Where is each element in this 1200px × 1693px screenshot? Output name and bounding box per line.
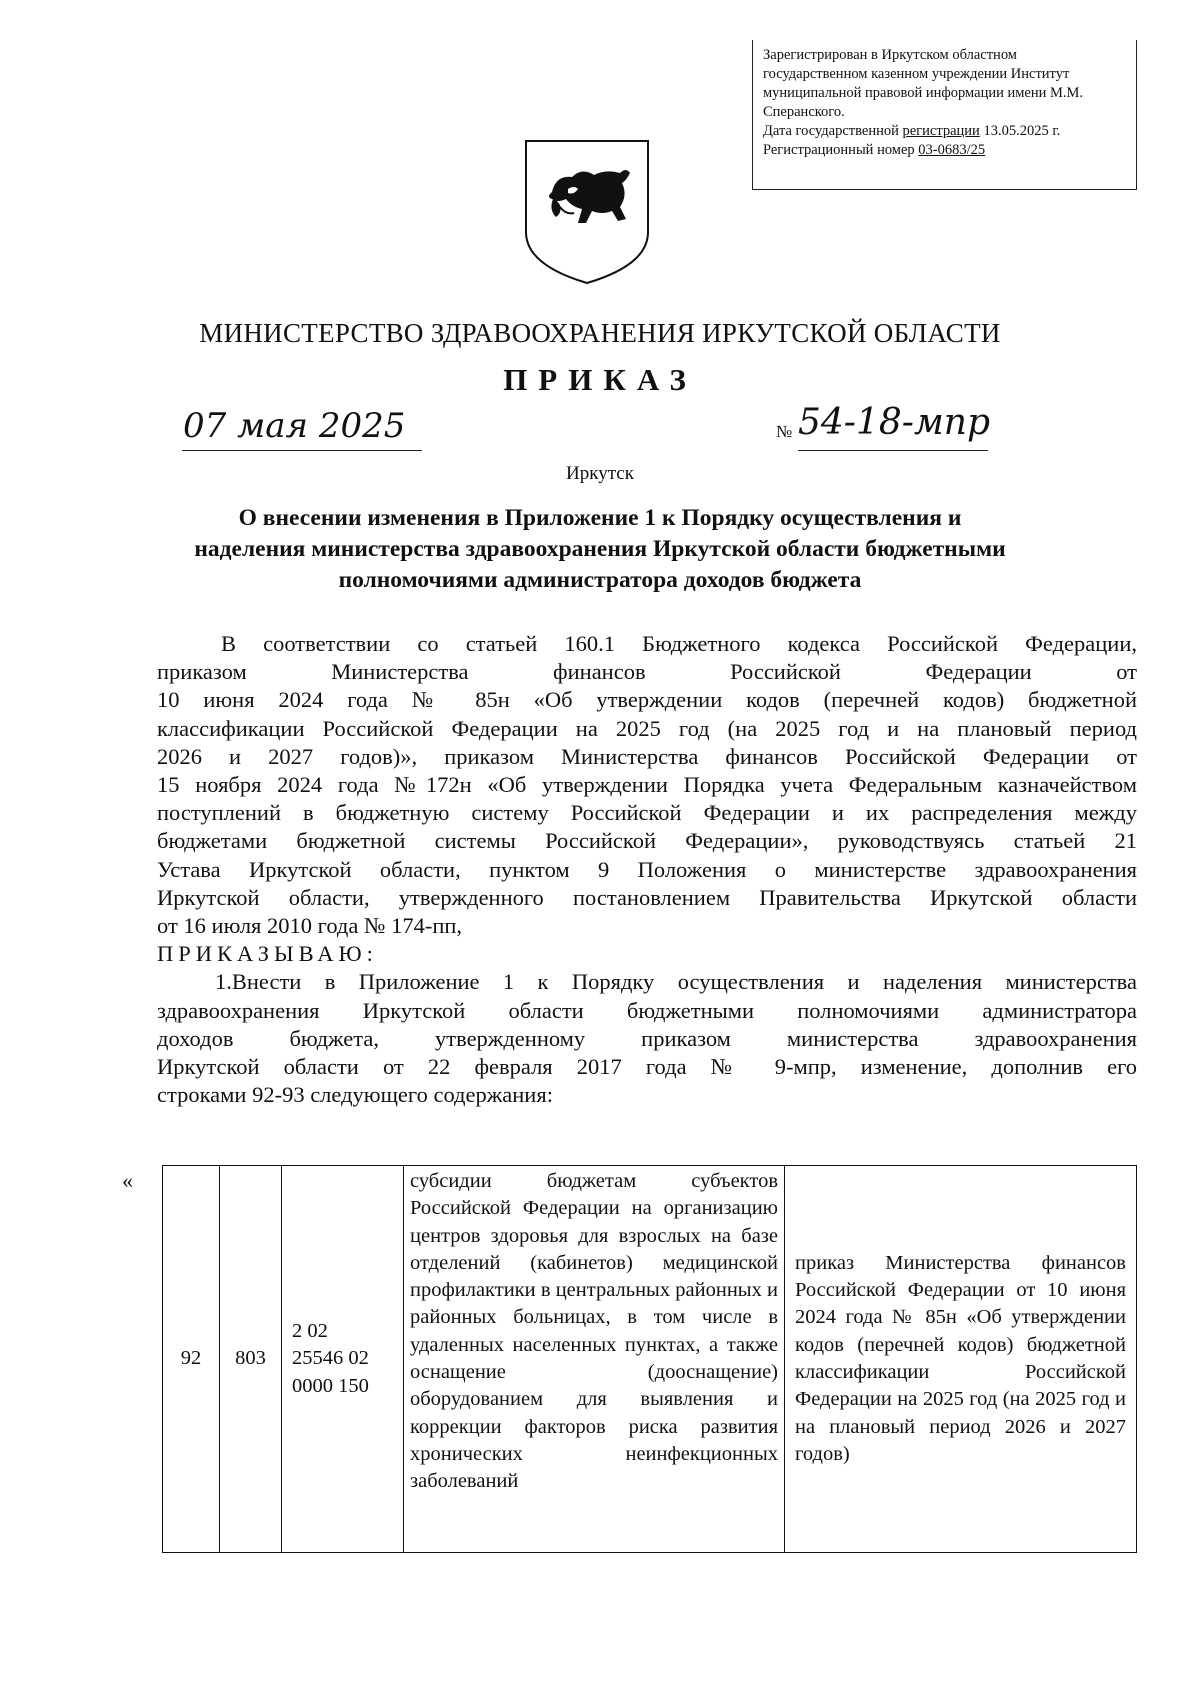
- preamble-line: приказом Министерства финансов Российской Федерации от: [157, 659, 1137, 685]
- opening-quote: «: [122, 1168, 133, 1193]
- handwritten-date: 07 мая 2025: [183, 406, 406, 446]
- item1-line: строками 92-93 следующего содержания:: [157, 1082, 553, 1108]
- kbk-line: 0000 150: [292, 1374, 369, 1397]
- stamp-date-value: 13.05.2025 г.: [983, 123, 1061, 139]
- income-name-cell: субсидии бюджетам субъектов Российской Федерации на организацию центров здоровья для взрослых на базе отделений (кабинетов) медицинской профилактики в центральных районных и районных больницах, в том числе в удаленных населенных пунктах, а также оснащение (дооснащение) оборудованием для выявления и коррекции факторов риска развития хронических неинфекционных заболеваний: [404, 1166, 785, 1553]
- irkutsk-coat-of-arms-icon: [522, 137, 652, 287]
- stamp-number-value: 03-0683/25: [918, 142, 986, 158]
- stamp-date-label-underlined: регистрации: [902, 123, 980, 139]
- preamble-line: от 16 июля 2010 года № 174-пп,: [157, 913, 463, 939]
- preamble-line: Устава Иркутской области, пунктом 9 Положения о министерстве здравоохранения: [157, 856, 1137, 882]
- preamble-line: 10 июня 2024 года № 85н «Об утверждении кодов (перечней кодов) бюджетной: [157, 687, 1137, 713]
- item1-line: доходов бюджета, утвержденному приказом министерства здравоохранения: [157, 1025, 1137, 1051]
- legal-basis-cell: приказ Министерства финансов Российской Федерации от 10 июня 2024 года № 85н «Об утверждении кодов (перечней кодов) бюджетной классификации Российской Федерации на 2025 год (на 2025 год и на плановый период 2026 и 2027 годов): [785, 1166, 1137, 1553]
- preamble-line: 2026 и 2027 годов)», приказом Министерства финансов Российской Федерации от: [157, 743, 1137, 769]
- date-underline: [182, 450, 422, 451]
- number-underline: [798, 450, 988, 451]
- order-body: [157, 630, 1137, 1109]
- stamp-line: государственном казенном учреждении Институт: [763, 66, 1070, 82]
- stamp-date-label: Дата государственной: [763, 123, 899, 139]
- order-heading: ПРИКАЗ: [503, 362, 697, 397]
- preamble-line: 15 ноября 2024 года №172н «Об утверждении Порядка учета Федеральным казначейством: [157, 772, 1137, 798]
- preamble-line: бюджетами бюджетной системы Российской Федерации», руководствуясь статьей 21: [157, 828, 1137, 854]
- decree-word: ПРИКАЗЫВАЮ:: [157, 941, 378, 967]
- preamble-line: В соответствии со статьей 160.1 Бюджетного кодекса Российской Федерации,: [221, 631, 1137, 656]
- stamp-line: Сперанского.: [763, 104, 845, 120]
- kbk-line: 2 02: [292, 1320, 328, 1343]
- preamble-line: классификации Российской Федерации на 2025 год (на 2025 год и на плановый период: [157, 715, 1137, 741]
- kbk-line: 25546 02: [292, 1347, 369, 1370]
- stamp-line: муниципальной правовой информации имени М.М.: [763, 85, 1084, 101]
- item1-line: здравоохранения Иркутской области бюджетными полномочиями администратора: [157, 997, 1137, 1023]
- stamp-number-label: Регистрационный номер: [763, 142, 915, 158]
- registration-stamp: [752, 40, 1137, 190]
- title-line: О внесении изменения в Приложение 1 к Порядку осуществления и: [238, 505, 962, 531]
- title-line: наделения министерства здравоохранения Иркутской области бюджетными: [194, 536, 1006, 562]
- item1-line: Иркутской области от 22 февраля 2017 года № 9-мпр, изменение, дополнив его: [157, 1054, 1137, 1080]
- table-row: [163, 1166, 1137, 1553]
- handwritten-number: 54-18-мпр: [798, 402, 991, 443]
- order-title: [160, 503, 1040, 596]
- admin-code-cell: 803: [220, 1166, 282, 1553]
- preamble-line: поступлений в бюджетную систему Российской Федерации и их распределения между: [157, 800, 1137, 826]
- preamble-line: Иркутской области, утвержденного постановлением Правительства Иркутской области: [157, 884, 1137, 910]
- number-label: №: [776, 422, 793, 441]
- item1-line: 1.Внести в Приложение 1 к Порядку осуществления и наделения министерства: [215, 969, 1137, 995]
- ministry-name: МИНИСТЕРСТВО ЗДРАВООХРАНЕНИЯ ИРКУТСКОЙ ОБЛАСТИ: [199, 318, 1001, 348]
- city: Иркутск: [566, 463, 634, 484]
- kbk-cell: [282, 1166, 404, 1553]
- stamp-line: Зарегистрирован в Иркутском областном: [763, 47, 1017, 63]
- addendum-table: [162, 1165, 1137, 1553]
- stamp-date-line: [763, 122, 1126, 141]
- title-line: полномочиями администратора доходов бюджета: [338, 567, 862, 593]
- stamp-number-line: [763, 141, 1126, 160]
- row-number-cell: 92: [163, 1166, 220, 1553]
